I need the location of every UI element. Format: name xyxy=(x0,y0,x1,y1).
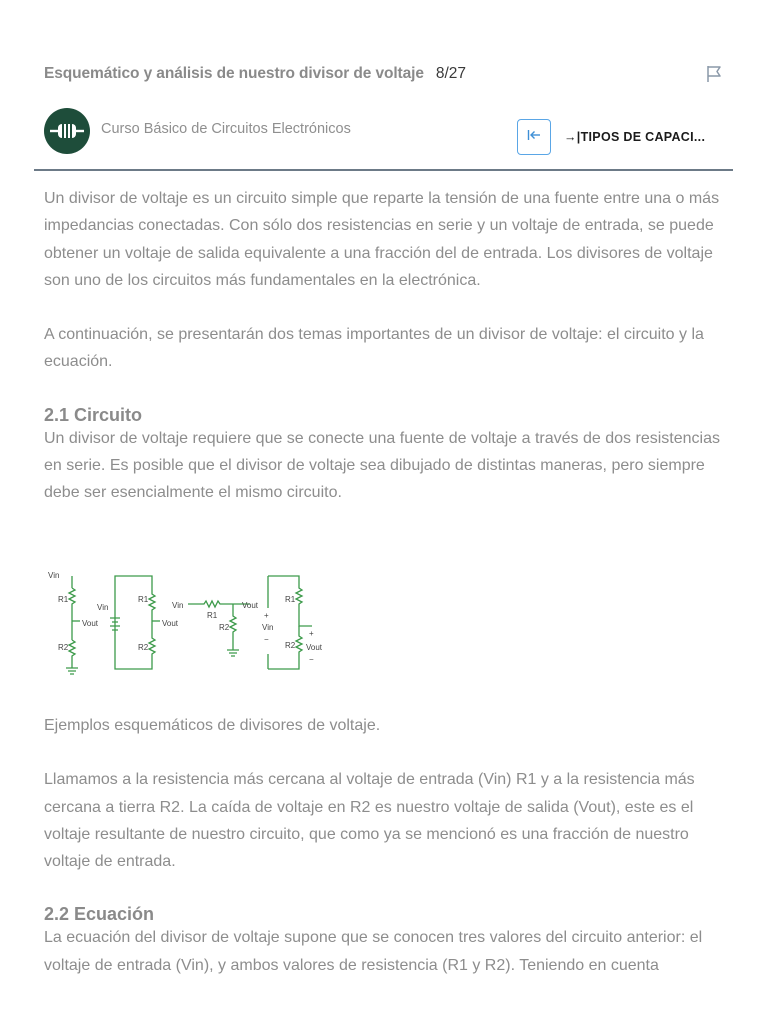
resistance-paragraph: Llamamos a la resistencia más cercana al voltaje de entrada (Vin) R1 y a la resistencia más cercana a tierra R2. La caída de voltaje en R2 es nuestro voltaje de salida (Vout), este es el voltaje resultante de nuestro circuito, que como ya se mencionó es una fracción de nuestro voltaje de entrada. xyxy=(44,771,695,871)
circuit2-r2-label: R2 xyxy=(138,643,149,652)
course-name[interactable]: Curso Básico de Circuitos Electrónicos xyxy=(101,121,351,137)
section-heading-circuito: 2.1 Circuito xyxy=(44,404,143,425)
circuit2-r1-label: R1 xyxy=(138,595,149,604)
previous-lesson-button[interactable] xyxy=(517,119,551,155)
lesson-header xyxy=(44,62,724,86)
circuit4-vout-plus-label: + xyxy=(309,629,314,638)
arrow-to-left-icon xyxy=(527,128,541,146)
circuit4-vout-label: Vout xyxy=(306,643,323,652)
circuit3-vin-label: Vin xyxy=(172,601,184,610)
circuit3-r1-label: R1 xyxy=(207,611,218,620)
circuit4-r1-label: R1 xyxy=(285,595,296,604)
circuit-paragraph: Un divisor de voltaje requiere que se conecte una fuente de voltaje a través de dos resistencias en serie. Es posible que el divisor de voltaje sea dibujado de distintas maneras, pero siempre debe ser esencialmente el mismo circuito. xyxy=(44,429,720,502)
lesson-content-continued xyxy=(44,712,724,979)
figure-caption: Ejemplos esquemáticos de divisores de voltaje. xyxy=(44,717,381,734)
resistor-logo-icon[interactable] xyxy=(44,108,90,154)
circuit1-vout-label: Vout xyxy=(82,619,99,628)
circuit4-vout-minus-label: − xyxy=(309,655,314,664)
section-heading-ecuacion: 2.2 Ecuación xyxy=(44,904,155,925)
header-divider xyxy=(34,169,733,171)
lesson-counter: 8/27 xyxy=(435,65,467,82)
lesson-content xyxy=(44,185,724,507)
circuit4-vin-label: Vin xyxy=(262,623,274,632)
topics-paragraph: A continuación, se presentarán dos temas importantes de un divisor de voltaje: el circuito y la ecuación. xyxy=(44,326,704,371)
circuit4-plus-label: + xyxy=(264,611,269,620)
flag-icon[interactable] xyxy=(704,64,724,84)
circuit4-minus-label: − xyxy=(264,635,269,644)
equation-paragraph: La ecuación del divisor de voltaje supone que se conocen tres valores del circuito anterior: el voltaje de entrada (Vin), y ambos valores de resistencia (R1 y R2). Teniendo en cuenta xyxy=(44,929,703,974)
circuit2-vin-label: Vin xyxy=(97,603,109,612)
next-lesson-link[interactable]: →|TIPOS DE CAPACI... xyxy=(564,130,706,144)
intro-paragraph: Un divisor de voltaje es un circuito simple que reparte la tensión de una fuente entre una o más impedancias conectadas. Con sólo dos resistencias en serie y un voltaje de entrada, se puede obtener un voltaje de salida equivalente a una fracción del de entrada. Los divisores de voltaje son uno de los circuitos más fundamentales en la electrónica. xyxy=(44,190,720,289)
circuit2-vout-label: Vout xyxy=(162,619,179,628)
circuit4-r2-label: R2 xyxy=(285,641,296,650)
course-bar xyxy=(44,108,724,156)
lesson-title: Esquemático y análisis de nuestro divisor de voltaje xyxy=(44,65,424,82)
circuit3-r2-label: R2 xyxy=(219,623,230,632)
circuit1-vin-label: Vin xyxy=(48,571,60,580)
circuit3-vout-label: Vout xyxy=(242,601,259,610)
circuit1-r1-label: R1 xyxy=(58,595,69,604)
voltage-divider-schematics xyxy=(44,566,330,681)
circuit1-r2-label: R2 xyxy=(58,643,69,652)
